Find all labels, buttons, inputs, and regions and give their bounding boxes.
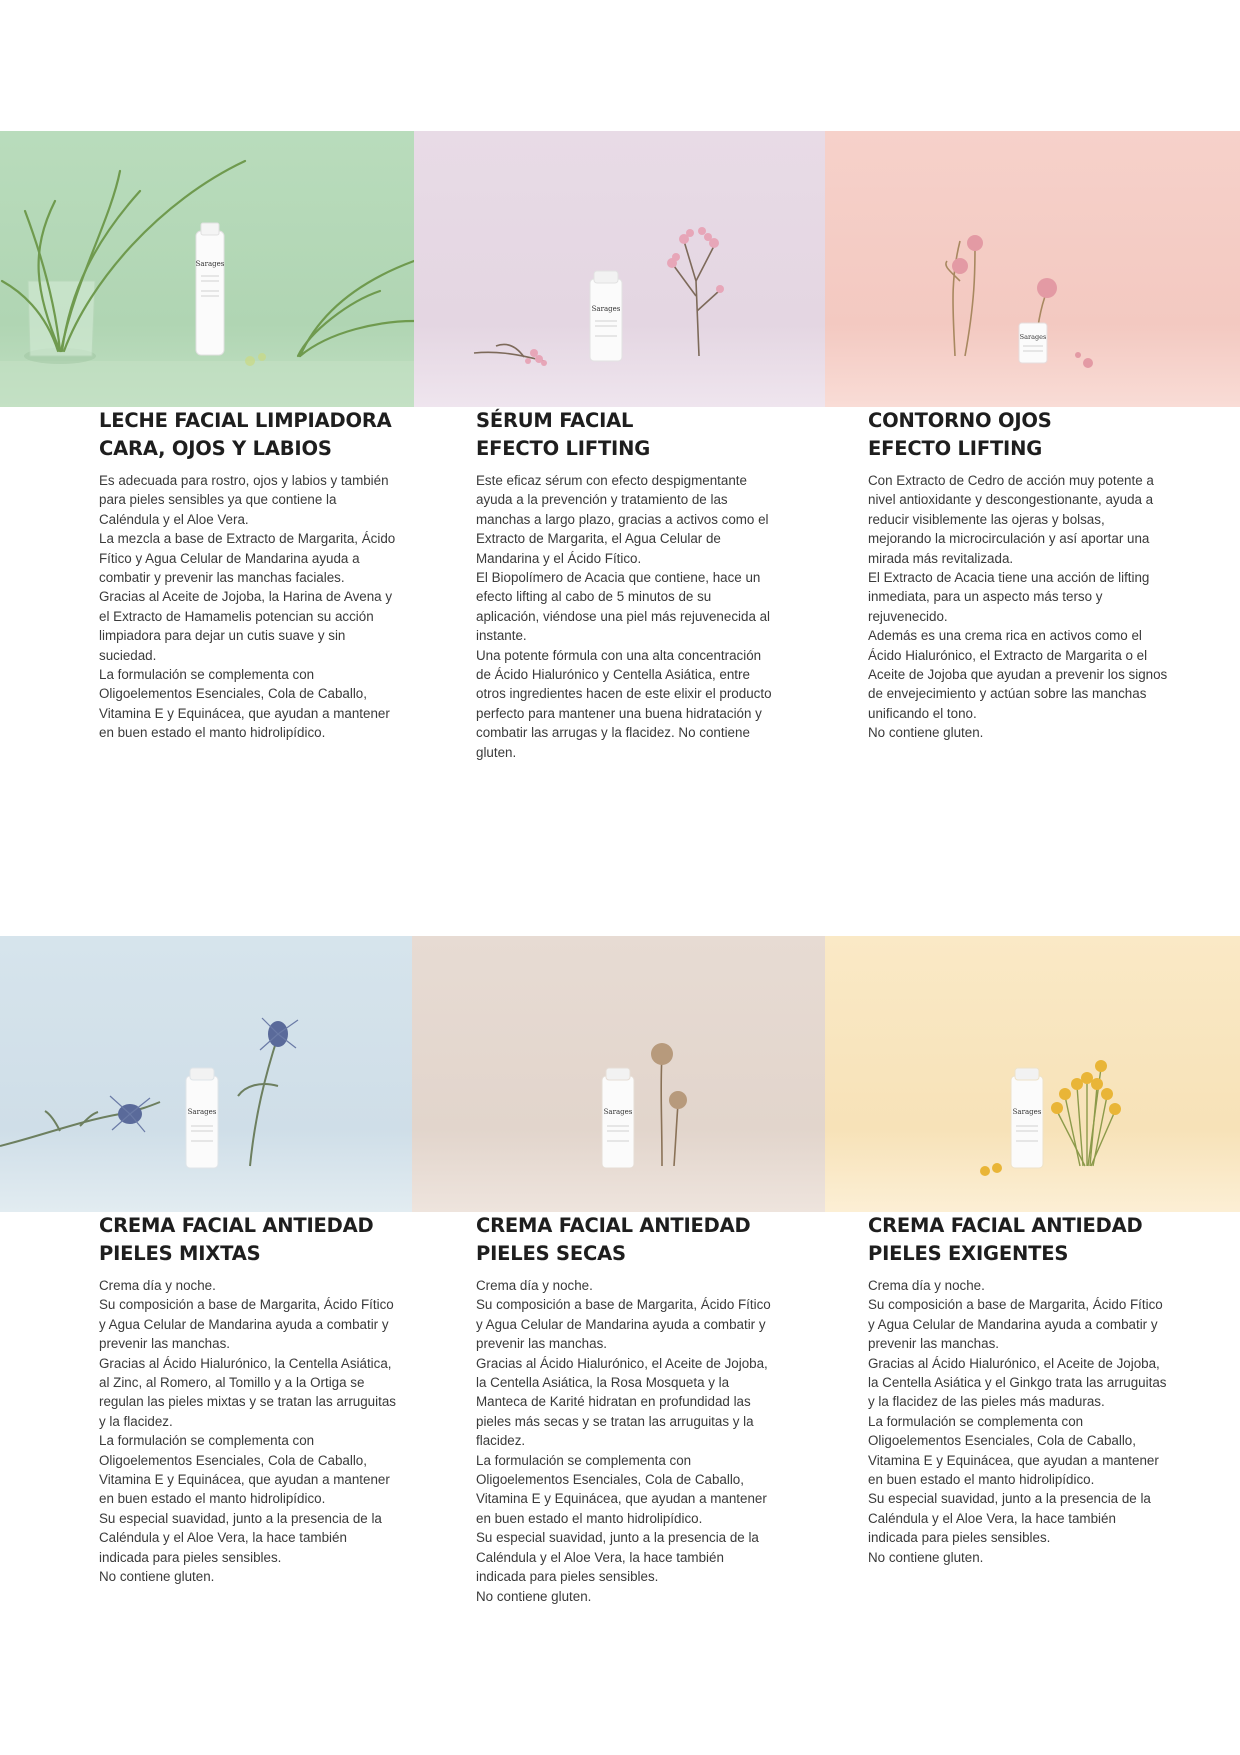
product-title-line-1: CREMA FACIAL ANTIEDAD <box>99 1214 374 1237</box>
description-paragraph: Gracias al Aceite de Jojoba, la Harina de Avena y el Extracto de Hamamelis potencian su acción limpiadora para dejar un cutis suave y sin suciedad. <box>99 589 393 663</box>
description-paragraph: Su composición a base de Margarita, Ácido Fítico y Agua Celular de Mandarina ayuda a combatir y prevenir las manchas. <box>868 1297 1163 1352</box>
photo-strip-2 <box>0 936 1240 1212</box>
product-title <box>868 407 1168 463</box>
product-title-line-2: PIELES MIXTAS <box>99 1242 261 1265</box>
product-photo-serum-facial <box>414 131 825 407</box>
product-title <box>476 407 776 463</box>
bottle-brand-label: Sarages <box>1019 333 1047 341</box>
description-paragraph: No contiene gluten. <box>476 1588 592 1604</box>
product-title-line-1: LECHE FACIAL LIMPIADORA <box>99 409 392 432</box>
product-description <box>476 1276 776 1606</box>
product-card-leche-facial <box>99 407 399 743</box>
product-description <box>99 1276 399 1587</box>
product-card-crema-mixtas <box>99 1212 399 1587</box>
product-description <box>476 471 776 762</box>
product-title-line-2: EFECTO LIFTING <box>868 437 1043 460</box>
description-paragraph: Gracias al Ácido Hialurónico, el Aceite de Jojoba, la Centella Asiática, la Rosa Mosqueta y la Manteca de Karité hidratan en profundidad las pieles más secas y se tratan las arruguitas y la flacidez. <box>476 1355 768 1449</box>
product-title-line-1: CREMA FACIAL ANTIEDAD <box>868 1214 1143 1237</box>
product-photo-crema-mixtas <box>0 936 412 1212</box>
bottle-brand-label: Sarages <box>187 1108 217 1116</box>
product-description <box>868 1276 1168 1567</box>
product-title-line-1: CREMA FACIAL ANTIEDAD <box>476 1214 751 1237</box>
description-paragraph: Gracias al Ácido Hialurónico, el Aceite de Jojoba, la Centella Asiática y el Ginkgo trata las arruguitas y la flacidez de las pieles más maduras. <box>868 1355 1167 1410</box>
product-texts-2 <box>0 1212 1240 1692</box>
description-paragraph: Su especial suavidad, junto a la presencia de la Caléndula y el Aloe Vera, la hace también indicada para pieles sensibles. <box>99 1510 382 1565</box>
description-paragraph: No contiene gluten. <box>868 1549 984 1565</box>
product-texts-1 <box>0 407 1240 887</box>
product-card-crema-secas <box>476 1212 776 1606</box>
description-paragraph: Es adecuada para rostro, ojos y labios y también para pieles sensibles ya que contiene la Caléndula y el Aloe Vera. <box>99 473 389 527</box>
description-paragraph: Una potente fórmula con una alta concentración de Ácido Hialurónico y Centella Asiática, entre otros ingredientes hacen de este elixir el producto perfecto para mantener una buena hidratación y combatir las arrugas y la flacidez. No contiene gluten. <box>476 647 772 760</box>
description-paragraph: Su especial suavidad, junto a la presencia de la Caléndula y el Aloe Vera, la hace también indicada para pieles sensibles. <box>868 1491 1151 1546</box>
description-paragraph: El Biopolímero de Acacia que contiene, hace un efecto lifting al cabo de 5 minutos de su aplicación, viéndose una piel más rejuvenecida al instante. <box>476 570 771 644</box>
product-title-line-2: CARA, OJOS Y LABIOS <box>99 437 332 460</box>
description-paragraph: Crema día y noche. <box>99 1278 216 1293</box>
product-row-1 <box>0 131 1240 887</box>
description-paragraph: Crema día y noche. <box>476 1278 593 1293</box>
product-description <box>99 471 399 743</box>
product-photo-contorno-ojos <box>825 131 1240 407</box>
product-title-line-2: PIELES SECAS <box>476 1242 626 1265</box>
product-card-crema-exigentes <box>868 1212 1168 1567</box>
product-title <box>476 1212 776 1268</box>
description-paragraph: La mezcla a base de Extracto de Margarita, Ácido Fítico y Agua Celular de Mandarina ayuda a combatir y prevenir las manchas faciales. <box>99 531 396 586</box>
product-title-line-2: PIELES EXIGENTES <box>868 1242 1069 1265</box>
photo-strip-1 <box>0 131 1240 407</box>
description-paragraph: Este eficaz sérum con efecto despigmentante ayuda a la prevención y tratamiento de las manchas a largo plazo, gracias a activos como el Extracto de Margarita, el Agua Celular de Mandarina y el Ácido Fítico. <box>476 473 769 566</box>
description-paragraph: No contiene gluten. <box>99 1569 215 1585</box>
description-paragraph: Con Extracto de Cedro de acción muy potente a nivel antioxidante y descongestionante, ayuda a reducir visiblemente las ojeras y bolsas, mejorando la microcirculación y así aportar una mirada más revitalizada. <box>868 473 1154 566</box>
product-title <box>868 1212 1168 1268</box>
description-paragraph: Además es una crema rica en activos como el Ácido Hialurónico, el Extracto de Margarita o el Aceite de Jojoba que ayudan a prevenir los signos de envejecimiento y actúan sobre las manchas unificando el tono. <box>868 628 1168 721</box>
bottle-brand-label: Sarages <box>195 260 225 268</box>
product-photo-leche-facial <box>0 131 414 407</box>
bottle-brand-label: Sarages <box>603 1108 633 1116</box>
product-title-line-1: CONTORNO OJOS <box>868 409 1052 432</box>
product-photo-crema-secas <box>412 936 825 1212</box>
description-paragraph: El Extracto de Acacia tiene una acción de lifting inmediata, para un aspecto más terso y rejuvenecido. <box>868 570 1150 624</box>
product-row-2 <box>0 936 1240 1692</box>
description-paragraph: La formulación se complementa con Oligoelementos Esenciales, Cola de Caballo, Vitamina E y Equinácea, que ayudan a mantener en buen estado el manto hidrolipídico. <box>99 667 390 741</box>
bottle-brand-label: Sarages <box>591 305 621 313</box>
product-card-serum-facial <box>476 407 776 762</box>
description-paragraph: Su especial suavidad, junto a la presencia de la Caléndula y el Aloe Vera, la hace también indicada para pieles sensibles. <box>476 1530 759 1585</box>
product-title-line-1: SÉRUM FACIAL <box>476 409 634 432</box>
product-photo-crema-exigentes <box>825 936 1240 1212</box>
product-card-contorno-ojos <box>868 407 1168 743</box>
description-paragraph: Gracias al Ácido Hialurónico, la Centella Asiática, al Zinc, al Romero, al Tomillo y a la Ortiga se regulan las pieles mixtas y se tratan las arruguitas y la flacidez. <box>99 1355 396 1429</box>
description-paragraph: La formulación se complementa con Oligoelementos Esenciales, Cola de Caballo, Vitamina E y Equinácea, que ayudan a mantener en buen estado el manto hidrolipídico. <box>99 1433 390 1507</box>
description-paragraph: Su composición a base de Margarita, Ácido Fítico y Agua Celular de Mandarina ayuda a combatir y prevenir las manchas. <box>476 1297 771 1352</box>
product-title-line-2: EFECTO LIFTING <box>476 437 651 460</box>
description-paragraph: Crema día y noche. <box>868 1278 985 1293</box>
product-description <box>868 471 1168 743</box>
description-paragraph: No contiene gluten. <box>868 725 984 741</box>
description-paragraph: La formulación se complementa con Oligoelementos Esenciales, Cola de Caballo, Vitamina E y Equinácea, que ayudan a mantener en buen estado el manto hidrolipídico. <box>476 1452 767 1526</box>
bottle-brand-label: Sarages <box>1012 1108 1042 1116</box>
product-title <box>99 1212 399 1268</box>
product-title <box>99 407 399 463</box>
description-paragraph: Su composición a base de Margarita, Ácido Fítico y Agua Celular de Mandarina ayuda a combatir y prevenir las manchas. <box>99 1297 394 1352</box>
description-paragraph: La formulación se complementa con Oligoelementos Esenciales, Cola de Caballo, Vitamina E y Equinácea, que ayudan a mantener en buen estado el manto hidrolipídico. <box>868 1413 1159 1488</box>
